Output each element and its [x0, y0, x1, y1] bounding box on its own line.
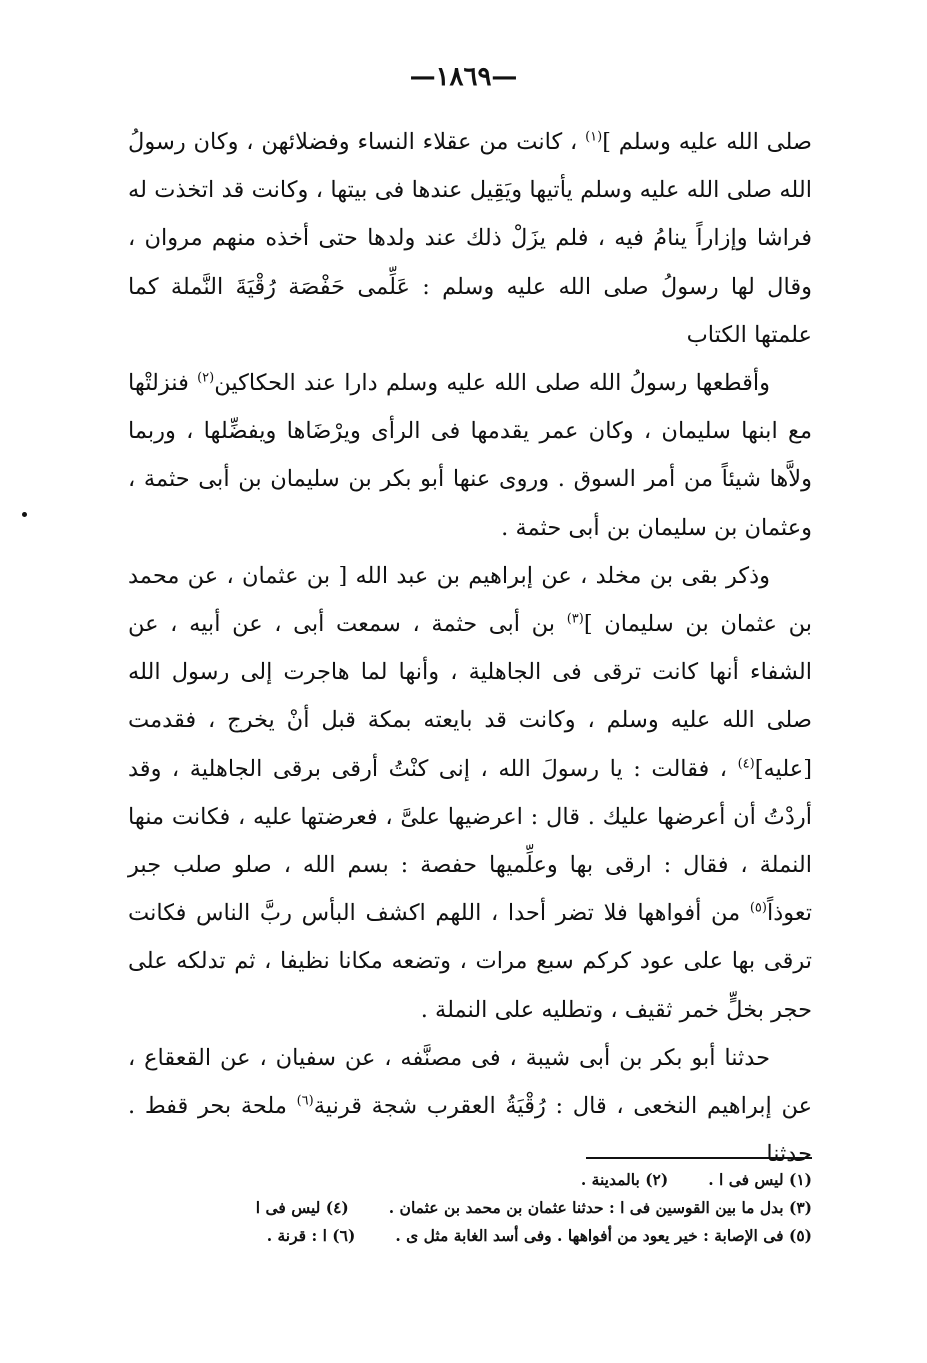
paragraph-text: بن أبى حثمة ، سمعت أبى ، عن أبيه ، عن الشفاء أنها كانت ترقى فى الجاهلية ، وأنها لما هاجرت إلى رسول الله صلى الله عليه وسلم ، وكانت قد بايعته بمكة قبل أنْ يخرج ، فقدمت [عليه]: [128, 611, 812, 782]
footnote: (٦) ا : قرنة .: [266, 1226, 356, 1245]
paragraph-text: وأقطعها رسولُ الله صلى الله عليه وسلم دارا عند الحكاكين: [214, 370, 770, 397]
footnote: (٥) فى الإصابة : خير يعود من أفواهها . وفى أسد الغابة مثل ى .: [395, 1226, 812, 1245]
footnote: (٤) ليس فى ا: [255, 1198, 349, 1217]
footnote-reference: (٢): [197, 370, 215, 386]
footnote-line: [150, 1166, 812, 1194]
paragraph: [128, 359, 812, 552]
paragraph-text: ملحة بحر قفط . حدثنا: [128, 1093, 812, 1168]
paragraph-text: حدثنا أبو بكر بن أبى شيبة ، فى مصنَّفه ، عن سفيان ، عن القعقاع ، عن إبراهيم النخعى ، قال : رُقْيَةُ العقرب شجة قرنية: [128, 1044, 812, 1120]
footnote-line: [150, 1222, 812, 1250]
footnote-reference: (٥): [749, 900, 767, 916]
paragraph-text: صلى الله عليه وسلم ]: [602, 129, 812, 155]
paragraph-text: وذكر بقى بن مخلد ، عن إبراهيم بن عبد الله [ بن عثمان ، عن محمد بن عثمان بن سليمان ]: [128, 562, 813, 638]
footnote-reference: (٤): [737, 756, 755, 772]
footnote-reference: (٦): [296, 1093, 314, 1109]
footnote-divider: [586, 1157, 812, 1159]
paragraph-text: من أفواهها فلا تضر أحدا ، اللهم اكشف البأس ربَّ الناس فكانت ترقى بها على عود كركم سبع مرات ، وتضعه مكانا نظيفا ، ثم تدلكه على حجر بخلٍّ خمر ثقيف ، وتطليه على النملة .: [128, 900, 812, 1023]
margin-dot: [22, 512, 27, 517]
paragraph-text: فنزلتْها مع ابنها سليمان ، وكان عمر يقدمها فى الرأى ويرْضَاها ويفضِّلها ، وربما ولاَّها شيئاً من أمر السوق . وروى عنها أبو بكر بن سليمان بن أبى حثمة ، وعثمان بن سليمان بن أبى حثمة .: [128, 370, 812, 541]
footnote-reference: (٣): [566, 611, 584, 627]
footnote: (٢) بالمدينة .: [580, 1170, 669, 1189]
footnote: (٣) بدل ما بين القوسين فى ا : حدثنا عثمان بن محمد بن عثمان .: [388, 1198, 812, 1217]
paragraph: [128, 118, 812, 359]
footnote-reference: (١): [585, 129, 603, 145]
page-number: —١٨٦٩—: [409, 62, 518, 92]
footnotes: [150, 1166, 812, 1250]
footnote: (١) ليس فى ا .: [708, 1170, 812, 1189]
footnote-line: [150, 1194, 812, 1222]
paragraph: [128, 552, 812, 1034]
main-text: [128, 118, 812, 1178]
paragraph-text: ، فقالت : يا رسولَ الله ، إنى كنْتُ أرقى برقى الجاهلية ، وقد أردْتُ أن أعرضها عليك . قال : اعرضيها علىَّ ، فعرضتها عليه ، فكانت منها النملة ، فقال : ارقى بها وعلِّميها حفصة : بسم الله ، صلو صلب جبر تعوذاً: [128, 755, 812, 927]
paragraph-text: ، كانت من عقلاء النساء وفضلائهن ، وكان رسولُ الله صلى الله عليه وسلم يأتيها ويَقِيل عندها فى بيتها ، وكانت قد اتخذت له فراشا وإزاراً ينامُ فيه ، فلم يزَلْ ذلك عند ولدها حتى أخذه منهم مروان ، وقال لها رسولُ صلى الله عليه وسلم : عَلِّمى حَفْصَة رُقْيَةَ النَّملة كما علمتها الكتاب: [128, 129, 812, 348]
